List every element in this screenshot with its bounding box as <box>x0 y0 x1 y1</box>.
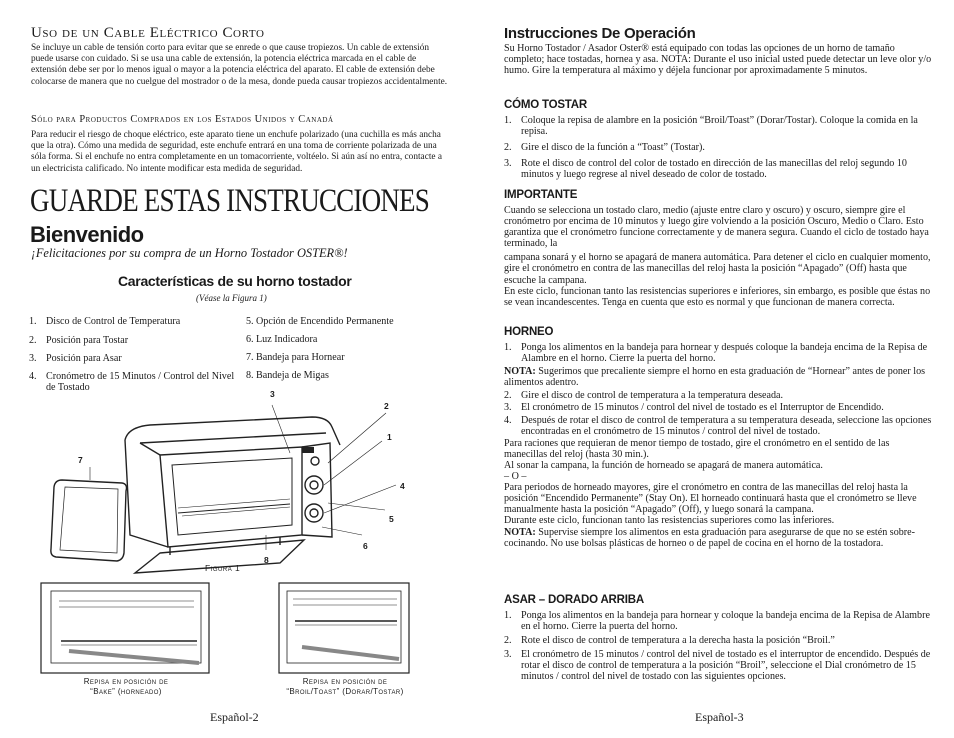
bake-title: HORNEO <box>504 326 554 338</box>
operation-text: Su Horno Tostador / Asador Oster® está equipado con todas las opciones de un horno de tamaño completo; hace tostadas, hornea y asa. NOTA: Durante el uso inicial usted puede detectar un leve olor y/o humo. Gire la temperatura al máximo y déjela funcionar por aproximadamente 5 minutos. <box>504 43 932 77</box>
rack-broil-caption: Repisa en posición de “Broil/Toast” (Dorar/Tostar) <box>286 677 404 696</box>
broil-step: 2. Rote el disco de control de temperatura a la derecha hasta la posición “Broil.” <box>504 635 835 647</box>
rack-broil-illustration <box>277 581 411 675</box>
toast-step: 1. Coloque la repisa de alambre en la posición “Broil/Toast” (Dorar/Tostar). Coloque la comida en la repisa. <box>504 115 918 138</box>
callout-6: 6 <box>363 541 368 551</box>
broil-steps <box>504 610 932 683</box>
broil-step: 3. El cronómetro de 15 minutos / control del nivel de tostado es el interruptor de encendido. Después de rotar el disco de control de temperatura a la posición “Broil”, seleccione el Dial cronómetro de 15 minutos / control del nivel de tostado con las siguientes opciones. <box>504 649 931 683</box>
feature-item: 1. Disco de Control de Temperatura <box>29 316 181 327</box>
feature-item: 4. Cronómetro de 15 Minutos / Control del Nivel de Tostado <box>29 371 235 394</box>
important-title: IMPORTANTE <box>504 189 578 201</box>
callout-1: 1 <box>387 432 392 442</box>
toast-steps <box>504 115 932 180</box>
welcome-title: Bienvenido <box>30 222 144 247</box>
products-section-text: Para reducir el riesgo de choque eléctrico, este aparato tiene un enchufe polarizado (una cuchilla es más ancha que la otra). Cómo una medida de seguridad, este enchufe entrará en una toma de corriente polarizada de una sóla forma. Si el enchufe no entra completamente en un tomacorriente, voltéelo. Si aún así no entra, contacte a un electricista calificado. No intente modificar esta medida de seguridad. <box>31 130 442 174</box>
cord-section-title: Uso de un Cable Eléctrico Corto <box>31 25 265 41</box>
callout-5: 5 <box>389 514 394 524</box>
toast-step: 3. Rote el disco de control del color de tostado en dirección de las manecillas del reloj segundo 10 minutos y luego regrese al nivel deseado de color de tostado. <box>504 158 907 181</box>
features-list-col1 <box>29 316 239 393</box>
callout-8: 8 <box>264 555 269 565</box>
right-page <box>477 0 954 738</box>
callout-3: 3 <box>270 389 275 399</box>
broil-title: ASAR – DORADO ARRIBA <box>504 594 644 606</box>
toast-step: 2. Gire el disco de la función a “Toast” (Tostar). <box>504 142 705 154</box>
broil-step: 1. Ponga los alimentos en la bandeja para hornear y coloque la bandeja encima de la Repisa de Alambre en el horno. Cierre la puerta del horno. <box>504 610 930 633</box>
feature-item: 8. Bandeja de Migas <box>246 370 329 382</box>
feature-item: 7. Bandeja para Hornear <box>246 352 345 364</box>
feature-item: 6. Luz Indicadora <box>246 334 318 346</box>
bake-text: 1. Ponga los alimentos en la bandeja para hornear y después coloque la bandeja encima de la Repisa de Alambre en el horno. Cierre la puerta del horno. NOTA: Sugerimos que precaliente siempre el horno en esta graduación de “Hornear” antes de poner los alimentos adentro. 2. Gire el disco de control de temperatura a la temperatura deseada. 3. El cronómetro de 15 minutos / control del nivel de tostado es el Interruptor de Encendido. 4. Después de rotar el disco de control de temperatura a su temperatura deseada, seleccione las opciones encontradas en el cronómetro de 15 minutos / control del nivel de tostado. Para raciones que requieran de menor tiempo de tostado, gire el cronómetro en el sentido de las manecillas del reloj (hasta 30 min.). Al sonar la campana, la función de horneado se apagará de manera automática. – O – Para periodos de horneado mayores, gire el cronómetro en contra de las manecillas del reloj hasta la posición “Encendido Permanente” (Stay On). El horneado continuará hasta que el cronómetro se lleve manualmente hasta la posición “Apagado” (Off), y luego sonará la campana. Durante este ciclo, funcionan tanto las resistencias superiores como las inferiores. NOTA: Supervise siempre los alimentos en esta graduación para asegurarse de que no se estén sobre-cocinando. No use bolsas plásticas de horneo o de papel de cocina en el horno de la tostadora. <box>504 342 932 549</box>
features-note: (Véase la Figura 1) <box>196 293 267 303</box>
callout-4: 4 <box>400 481 405 491</box>
rack-bake-caption: Repisa en posición de “Bake” (horneado) <box>83 677 169 696</box>
toast-title: CÓMO TOSTAR <box>504 99 587 111</box>
page-number-right: Español-3 <box>695 710 744 724</box>
save-instructions-title: GUARDE ESTAS INSTRUCCIONES <box>30 183 429 219</box>
feature-item: 3. Posición para Asar <box>29 353 122 365</box>
figure-caption: Figura 1 <box>205 563 241 573</box>
features-title: Características de su horno tostador <box>118 273 352 289</box>
callout-7: 7 <box>78 455 83 465</box>
operation-title: Instrucciones De Operación <box>504 25 696 42</box>
rack-bake-illustration <box>39 581 211 675</box>
cord-section-text: Se incluye un cable de tensión corto para evitar que se enrede o que cause tropiezos. Un cable de extensión puede usarse con cuidado. Si se usa una cable de extensión, la potencia eléctrica marcada en el cable de extensión debe ser por lo menos igual o mayor a la potencia eléctrica del aparato. El cable de extensión debe colocarse de manera que no cuelgue del mostrador o de la mesa, donde pueda causar tropiezos accidentalmente. <box>31 43 448 87</box>
products-section-title: Sólo para Productos Comprados en los Estados Unidos y Canadá <box>31 114 334 125</box>
feature-item: 2. Posición para Tostar <box>29 335 129 347</box>
page-number-left: Español-2 <box>210 710 259 724</box>
feature-item: 5. Opción de Encendido Permanente <box>246 316 394 327</box>
features-list-col2 <box>246 316 446 381</box>
important-text: Cuando se selecciona un tostado claro, medio (ajuste entre claro y oscuro) y oscuro, siempre gire el cronómetro por encima de 10 minutos y luego gire volviendo a la posición Oscuro, Medio o Claro. Esto garantiza que el cronómetro funcione correctamente y de manera segura. Cuando el ciclo de tostado haya terminado, la campana sonará y el horno se apagará de manera automática. Para detener el ciclo en cualquier momento, gire el cronómetro en contra de las manecillas del reloj hasta la posición “Apagado” (Off) hasta que escuche la campana. En este ciclo, funcionan tanto las resistencias superiores e inferiores, sin embargo, es posible que éstas no se vean incandescentes. Tenga en cuenta que esto es normal y que funcionan de manera correcta. <box>504 205 931 308</box>
welcome-subtitle: ¡Felicitaciones por su compra de un Horno Tostador OSTER®! <box>31 246 348 260</box>
callout-2: 2 <box>384 401 389 411</box>
